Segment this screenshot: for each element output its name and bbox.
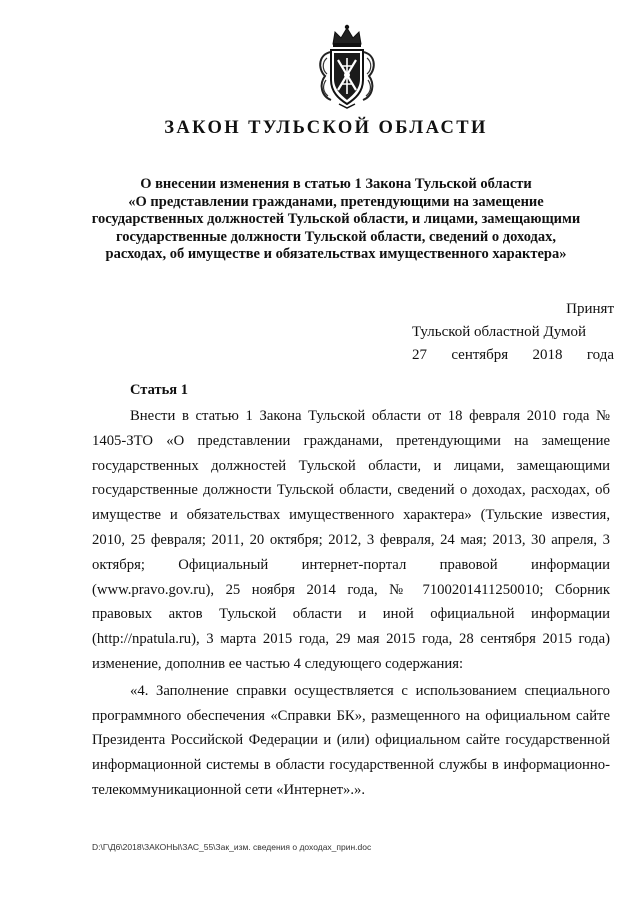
subject-line: государственных должностей Тульской области, и лицами, замещающими [91,211,581,228]
subject-line: «О представлении гражданами, претендующими на замещение [128,193,544,210]
coat-of-arms-icon [313,22,381,110]
article-heading: Статья 1 [130,382,188,398]
law-title: ЗАКОН ТУЛЬСКОЙ ОБЛАСТИ [164,118,488,138]
adoption-block [412,298,614,367]
subject-line: государственные должности Тульской области, сведений о доходах, [115,228,557,245]
article-paragraph: Внести в статью 1 Закона Тульской области от 18 февраля 2010 года № 1405-ЗТО «О представлении гражданами, претендующими на замещение государственных должностей Тульской области, и лицами, замещающими государственные должности Тульской области, сведений о доходах, расходах, об имуществе и обязательствах имущественного характера» (Тульские известия, 2010, 25 февраля; 2011, 20 октября; 2012, 3 февраля, 24 мая; 2013, 30 апреля, 3 октября; Официальный интернет-портал правовой информации (www.pravo.gov.ru), 25 ноября 2014 года, № 7100201411250010; Сборник правовых актов Тульской области и иной официальной информации (http://npatula.ru), 3 марта 2015 года, 29 мая 2015 года, 28 сентября 2015 года) изменение, дополнив ее частью 4 следующего содержания: [92,408,610,672]
adopted-month: сентября [451,347,509,363]
subject-line: О внесении изменения в статью 1 Закона Тульской области [140,176,532,192]
adopted-year-word: года [586,347,614,363]
adopted-day: 27 [412,347,427,363]
law-subject [88,176,584,264]
file-path-footer: D:\Г\Д6\2018\ЗАКОНЫ\ЗАС_55\Зак_изм. сведения о доходах_прин.doc [92,842,372,852]
adopted-year: 2018 [532,347,563,363]
adopted-label: Принят [566,301,614,317]
adopted-date [412,344,614,367]
article-paragraph: «4. Заполнение справки осуществляется с использованием специального программного обеспечения «Справки БК», размещенного на официальном сайте Президента Российской Федерации и (или) официальном сайте государственной информационной системы в области государственной службы в информационно-телекоммуникационной сети «Интернет».». [92,682,610,798]
subject-line: расходах, об имуществе и обязательствах имущественного характера» [105,246,567,263]
article-body [92,404,610,803]
adopted-by: Тульской областной Думой [412,324,587,340]
